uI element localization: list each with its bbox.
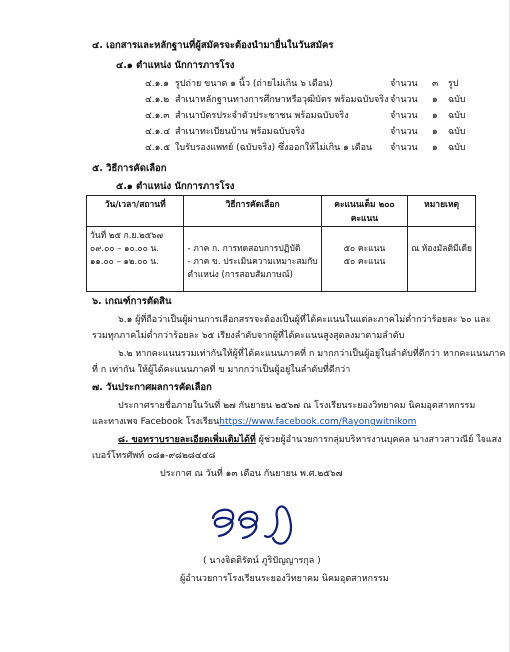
table-cell-note <box>408 227 476 292</box>
criteria-6-2-line2: ที่ ก เท่ากัน ให้ผู้ได้คะแนนภาคที่ ข มากกว่าเป็นผู้อยู่ในลำดับที่ดีกว่า <box>92 365 351 375</box>
table-header-row <box>87 196 476 227</box>
table-cell-score <box>321 227 407 292</box>
contact-person: ผู้ช่วยผู้อำนวยการกลุ่มบริหารงานบุคคล นางสาวสาวณีย์ ใจแสง <box>258 435 502 445</box>
section7-title: ๗. วันประกาศผลการคัดเลือก <box>92 382 212 393</box>
table-row <box>87 227 476 292</box>
doc-item-2: ๔.๑.๒ สำเนาหลักฐานทางการศึกษาหรือวุฒิบัตร พร้อมฉบับจริง จำนวน ๑ ฉบับ <box>145 95 466 105</box>
section5-subtitle: ๕.๑ ตำแหน่ง นักการภารโรง <box>116 181 235 192</box>
exam-date: วันที่ ๒๕ ก.ย.๒๕๖๗ <box>90 231 163 241</box>
table-header: คะแนนเต็ม ๒๐๐ คะแนน <box>321 196 407 227</box>
facebook-link[interactable]: https://www.facebook.com/Rayongwitnikom <box>219 417 417 427</box>
method-part-b: - ภาค ข. ประเมินความเหมาะสมกับ <box>187 257 318 267</box>
criteria-6-1-line1: ๖.๑ ผู้ที่ถือว่าเป็นผู้ผ่านการเลือกสรรจะต้องเป็นผู้ที่ได้คะแนนในแต่ละภาคไม่ต่ำกว่าร้อยละ ๖๐ และ <box>118 315 491 325</box>
section8-title: ๘. ขอทราบรายละเอียดเพิ่มเติมได้ที่ <box>118 435 256 445</box>
doc-item-1: ๔.๑.๑ รูปถ่าย ขนาด ๑ นิ้ว (ถ่ายไม่เกิน ๖ เดือน) จำนวน ๓ รูป <box>145 79 459 89</box>
section6-title: ๖. เกณฑ์การตัดสิน <box>92 296 172 307</box>
score-part-b: ๕๐ คะแนน <box>343 257 386 267</box>
exam-time-1: ๐๙.๐๐ – ๑๐.๐๐ น. <box>90 244 160 254</box>
exam-time-2: ๑๑.๐๐ – ๑๒.๐๐ น. <box>90 257 159 267</box>
criteria-6-1-line2: รวมทุกภาคไม่ต่ำกว่าร้อยละ ๖๕ เรียงลำดับจากผู้ที่ได้คะแนนสูงสุดลงมาตามลำดับ <box>92 331 405 341</box>
signer-position: ผู้อำนวยการโรงเรียนระยองวิทยาคม นิคมอุตสาหกรรม <box>180 574 389 584</box>
announcement-line2: และทางเพจ Facebook โรงเรียนhttps://www.facebook.com/Rayongwitnikom <box>92 417 417 427</box>
signer-name: ( นางจิตติรัตน์ ภูริปัญญารกุล ) <box>203 556 321 566</box>
doc-item-3: ๔.๑.๓ สำเนาบัตรประจำตัวประชาชน พร้อมฉบับจริง จำนวน ๑ ฉบับ <box>145 111 466 121</box>
signature-image <box>205 500 310 550</box>
table-header: วิธีการคัดเลือก <box>184 196 321 227</box>
table-header: หมายเหตุ <box>408 196 476 227</box>
announcement-line1: ประกาศรายชื่อภายในวันที่ ๒๗ กันยายน ๒๕๖๗ ณ โรงเรียนระยองวิทยาคม นิคมอุตสาหกรรม <box>118 401 476 411</box>
note-location: ณ ห้องมัลติมีเดีย <box>411 244 472 254</box>
score-part-a: ๕๐ คะแนน <box>343 244 386 254</box>
section4-subtitle: ๔.๑ ตำแหน่ง นักการภารโรง <box>116 60 235 71</box>
table-header: วัน/เวลา/สถานที่ <box>87 196 184 227</box>
selection-table <box>86 195 476 292</box>
method-part-a: - ภาค ก. การทดสอบการปฏิบัติ <box>187 244 301 254</box>
criteria-6-2-line1: ๖.๒ หากคะแนนรวมเท่ากันให้ผู้ที่ได้คะแนนภาคที่ ก มากกว่าเป็นผู้อยู่ในลำดับที่ดีกว่า หากคะแนนภาค <box>118 349 506 359</box>
contact-phone: เบอร์โทรศัพท์ ๐๘๑-๙๘๒๘๔๔๘ <box>92 451 216 461</box>
doc-item-5: ๔.๑.๕ ใบรับรองแพทย์ (ฉบับจริง) ซึ่งออกให้ไม่เกิน ๑ เดือน จำนวน ๑ ฉบับ <box>145 143 466 153</box>
announce-date: ประกาศ ณ วันที่ ๑๓ เดือน กันยายน พ.ศ.๒๕๖๗ <box>160 469 343 479</box>
table-cell-datetime <box>87 227 184 292</box>
table-cell-method <box>184 227 321 292</box>
section4-title: ๔. เอกสารและหลักฐานที่ผู้สมัครจะต้องนำมายื่นในวันสมัคร <box>92 40 334 51</box>
contact-line <box>118 432 502 446</box>
doc-item-4: ๔.๑.๔ สำเนาทะเบียนบ้าน พร้อมฉบับจริง จำนวน ๑ ฉบับ <box>145 127 466 137</box>
section5-title: ๕. วิธีการคัดเลือก <box>92 163 167 174</box>
method-part-b-cont: ตำแหน่ง (การสอบสัมภาษณ์) <box>187 270 293 280</box>
